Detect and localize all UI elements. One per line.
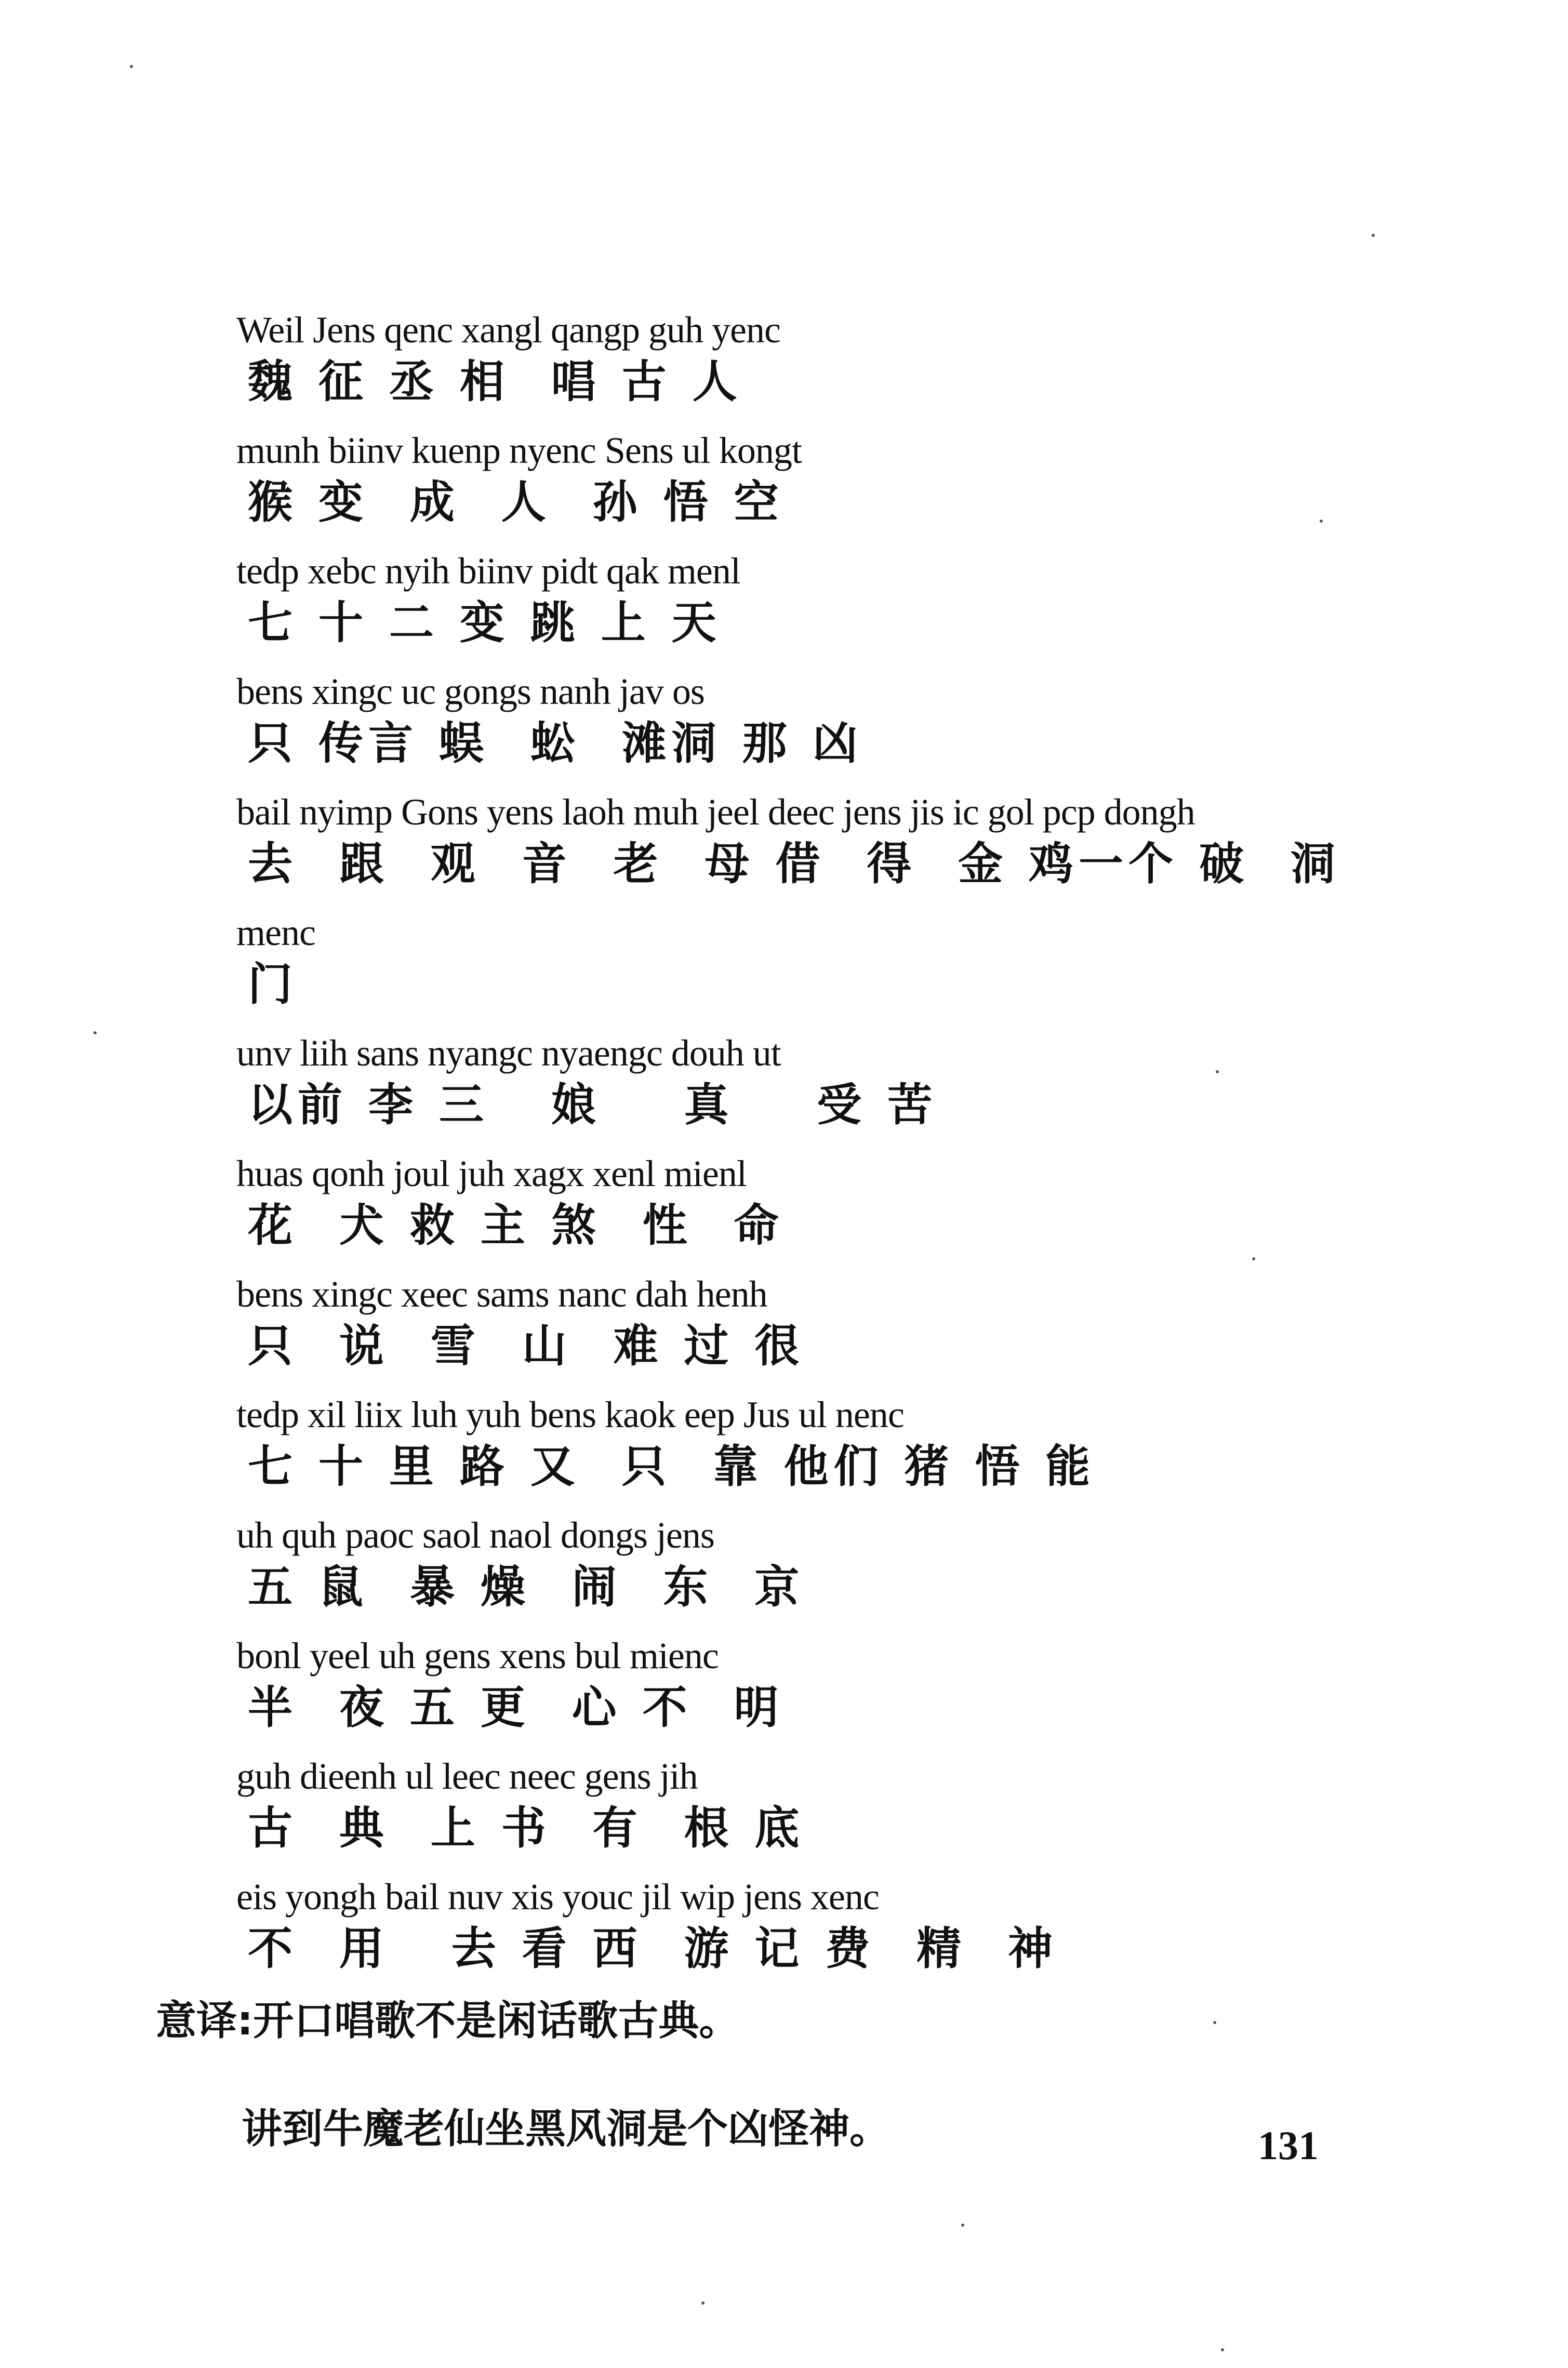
chinese-line: 五 鼠 暴 燥 闹 东 京	[248, 1561, 805, 1613]
romanized-line: tedp xebc nyih biinv pidt qak menl	[236, 550, 740, 592]
scan-speck	[1221, 2348, 1224, 2351]
chinese-line: 花 犬 救 主 煞 性 命	[248, 1200, 784, 1252]
chinese-line: 魏 征 丞 相 唱 古 人	[248, 356, 742, 408]
verse-line	[236, 1873, 1379, 1994]
romanized-line: munh biinv kuenp nyenc Sens ul kongt	[236, 430, 802, 471]
romanized-line: uh quh paoc saol naol dongs jens	[236, 1514, 714, 1556]
romanized-line: tedp xil liix luh yuh bens kaok eep Jus ul nenc	[236, 1394, 904, 1435]
verse-line	[236, 1150, 1379, 1271]
verse-line	[236, 1391, 1379, 1512]
romanized-line: menc	[236, 912, 315, 953]
chinese-line: 只 传言 蜈 蚣 滩洞 那 凶	[248, 717, 863, 769]
chinese-line: 七 十 二 变 跳 上 天	[248, 597, 722, 649]
scan-speck	[701, 2302, 705, 2305]
verse-line	[236, 548, 1379, 668]
scan-speck	[1372, 234, 1375, 237]
chinese-line: 去 跟 观 音 老 母 借 得 金 鸡一个 破 洞	[248, 838, 1340, 890]
verse-line	[236, 1753, 1379, 1873]
romanized-line: Weil Jens qenc xangl qangp guh yenc	[236, 309, 780, 351]
scan-speck	[961, 2224, 964, 2227]
chinese-line: 不 用 去 看 西 游 记 费 精 神	[248, 1923, 1058, 1975]
song-verse	[236, 307, 1379, 1994]
chinese-line: 门	[248, 959, 298, 1010]
scan-speck	[1252, 1257, 1255, 1260]
chinese-line: 七 十 里 路 又 只 靠 他们 猪 悟 能	[248, 1441, 1096, 1493]
verse-line	[236, 1271, 1379, 1391]
chinese-line: 以前 李 三 娘 真 受 苦	[248, 1079, 938, 1131]
romanized-line: bonl yeel uh gens xens bul mienc	[236, 1635, 719, 1677]
translation-line-1: 意译:开口唱歌不是闲话歌古典。	[156, 1998, 740, 2044]
verse-line	[236, 1030, 1379, 1150]
page-number: 131	[1258, 2123, 1319, 2168]
scan-speck	[94, 1031, 97, 1034]
romanized-line: huas qonh joul juh xagx xenl mienl	[236, 1153, 747, 1194]
romanized-line: eis yongh bail nuv xis youc jil wip jens xenc	[236, 1876, 879, 1918]
verse-line	[236, 909, 1379, 1030]
chinese-line: 猴 变 成 人 孙 悟 空	[248, 476, 784, 528]
romanized-line: guh dieenh ul leec neec gens jih	[236, 1755, 698, 1797]
romanized-line: bail nyimp Gons yens laoh muh jeel deec jens jis ic gol pcp dongh	[236, 791, 1195, 833]
verse-line	[236, 1512, 1379, 1632]
translation-line-2: 讲到牛魔老仙坐黑风洞是个凶怪神。	[242, 2106, 891, 2152]
romanized-line: bens xingc xeec sams nanc dah henh	[236, 1273, 767, 1315]
verse-line	[236, 427, 1379, 548]
chinese-line: 只 说 雪 山 难 过 很	[248, 1320, 805, 1372]
verse-line	[236, 668, 1379, 789]
verse-line	[236, 307, 1379, 427]
romanized-line: unv liih sans nyangc nyaengc douh ut	[236, 1032, 781, 1074]
free-translation	[156, 1992, 1351, 2158]
verse-line	[236, 789, 1379, 909]
chinese-line: 半 夜 五 更 心 不 明	[248, 1682, 784, 1734]
scan-speck	[1216, 1070, 1219, 1073]
scan-speck	[1213, 2021, 1216, 2024]
scan-speck	[1320, 520, 1323, 523]
verse-line	[236, 1632, 1379, 1753]
romanized-line: bens xingc uc gongs nanh jav os	[236, 671, 705, 712]
scan-speck	[130, 65, 133, 68]
chinese-line: 古 典 上 书 有 根 底	[248, 1802, 805, 1854]
